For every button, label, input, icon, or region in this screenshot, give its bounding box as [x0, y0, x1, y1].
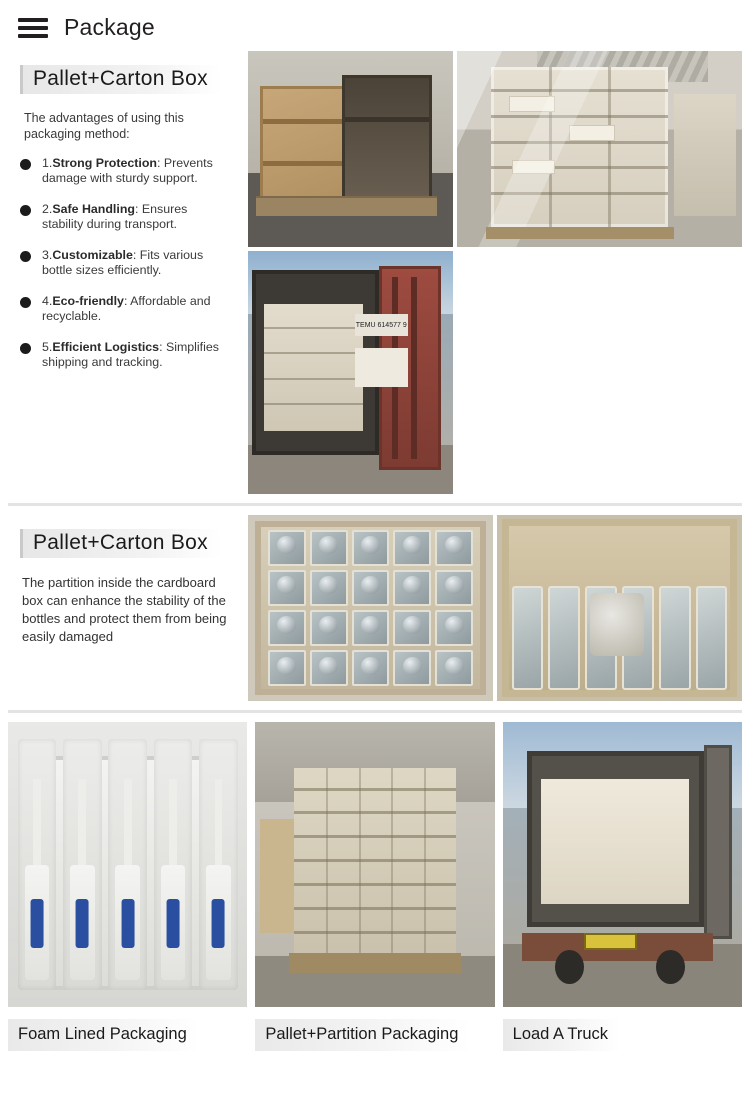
section-packaging-types: [0, 722, 750, 1051]
list-item: [20, 294, 232, 324]
packaging-type-truck: [503, 722, 742, 1051]
section2-banner-title: Pallet+Carton Box: [20, 529, 222, 558]
list-item: [20, 156, 232, 186]
section-divider-1: [8, 503, 742, 506]
pallet-partition-packaging-photo: [255, 722, 494, 1007]
bullet-bold: Efficient Logistics: [52, 340, 160, 354]
packaging-caption: Load A Truck: [503, 1019, 620, 1051]
packaging-type-foam: [8, 722, 247, 1051]
packaging-caption: Foam Lined Packaging: [8, 1019, 199, 1051]
section-pallet-carton-advantages: [0, 51, 750, 494]
section-partition-benefit: [0, 515, 750, 701]
section1-image-row-bottom: [248, 251, 742, 494]
container-code-label: TEMU 614577 9: [355, 314, 408, 336]
section1-image-row-top: [248, 51, 742, 247]
shrink-wrapped-pallet-photo: [457, 51, 742, 247]
section1-banner-title: Pallet+Carton Box: [20, 65, 222, 94]
advantages-list: [20, 156, 244, 370]
bullet-bold: Strong Protection: [52, 156, 157, 170]
section2-image-row: [248, 515, 742, 701]
section2-description: The partition inside the cardboard box can enhance the stability of the bottles and protect them from being easily damaged: [22, 575, 227, 644]
page-title: Package: [64, 14, 155, 40]
packaging-caption: Pallet+Partition Packaging: [255, 1019, 470, 1051]
section1-image-grid: [248, 51, 742, 494]
list-item: [20, 202, 232, 232]
page-header: [0, 0, 750, 51]
wooden-crate-on-pallet-photo: [248, 51, 453, 247]
section2-text-column: [8, 515, 244, 701]
section-divider-2: [8, 710, 742, 713]
container-loading-photo: [248, 251, 453, 494]
bullet-bold: Eco-friendly: [52, 294, 124, 308]
bullet-bold: Customizable: [52, 248, 133, 262]
list-item: [20, 248, 232, 278]
bullet-num: 5.: [42, 340, 53, 354]
packaging-type-pallet-partition: [255, 722, 494, 1051]
section1-intro-text: The advantages of using this packaging method:: [24, 111, 184, 141]
bullet-rest: : Affordable and recyclable.: [42, 294, 211, 323]
carton-with-partitions-bottles-photo: [248, 515, 493, 701]
bullet-num: 3.: [42, 248, 53, 262]
hamburger-menu-icon[interactable]: [18, 18, 48, 38]
load-a-truck-photo: [503, 722, 742, 1007]
foam-lined-packaging-photo: [8, 722, 247, 1007]
bullet-num: 2.: [42, 202, 53, 216]
bullet-rest: : Fits various bottle sizes efficiently.: [42, 248, 204, 277]
bullet-num: 1.: [42, 156, 53, 170]
bullet-bold: Safe Handling: [52, 202, 135, 216]
bullet-rest: : Prevents damage with sturdy support.: [42, 156, 213, 185]
bullet-num: 4.: [42, 294, 53, 308]
bullet-rest: : Simplifies shipping and tracking.: [42, 340, 219, 369]
list-item: [20, 340, 232, 370]
section1-text-column: [8, 51, 244, 494]
bullet-rest: : Ensures stability during transport.: [42, 202, 188, 231]
carton-partition-bottles-side-photo: [497, 515, 742, 701]
